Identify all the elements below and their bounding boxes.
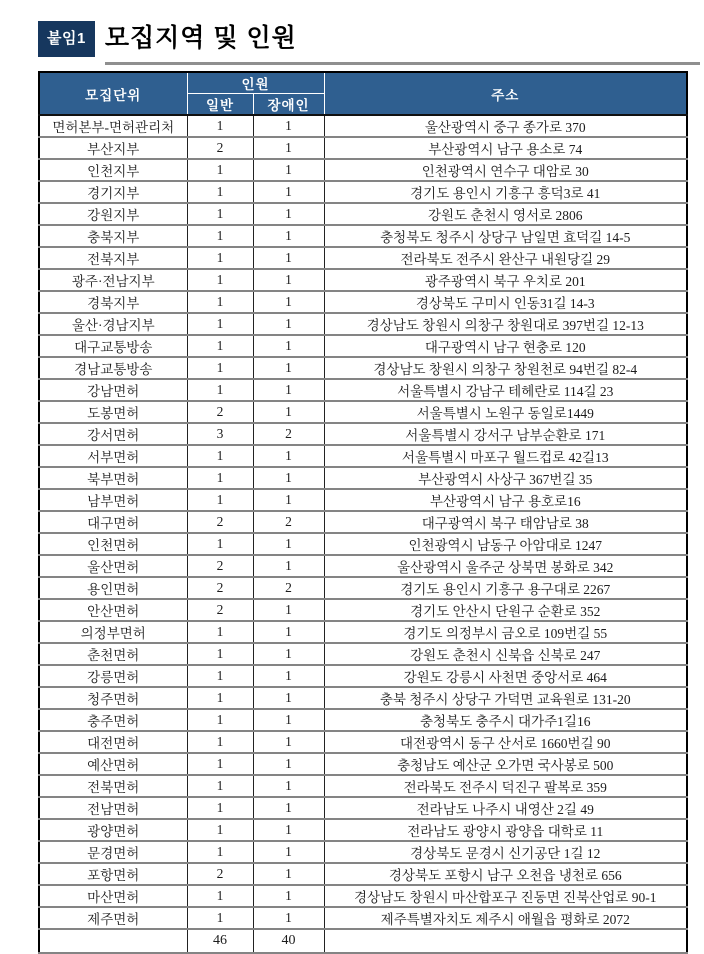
address-cell: 광주광역시 북구 우치로 201 [324, 269, 687, 291]
general-count-cell: 1 [187, 269, 253, 291]
disabled-count-cell: 1 [253, 841, 324, 863]
disabled-count-cell: 1 [253, 357, 324, 379]
unit-cell: 포항면허 [39, 863, 187, 885]
address-cell: 울산광역시 중구 종가로 370 [324, 115, 687, 137]
unit-cell: 울산·경남지부 [39, 313, 187, 335]
table-row [39, 247, 687, 269]
disabled-count-cell: 2 [253, 423, 324, 445]
general-count-cell: 1 [187, 665, 253, 687]
general-count-cell: 1 [187, 885, 253, 907]
general-count-cell: 1 [187, 907, 253, 929]
total-unit-cell [39, 929, 187, 953]
address-cell: 강원도 춘천시 영서로 2806 [324, 203, 687, 225]
unit-cell: 마산면허 [39, 885, 187, 907]
unit-cell: 충주면허 [39, 709, 187, 731]
disabled-count-cell: 1 [253, 555, 324, 577]
general-count-cell: 1 [187, 357, 253, 379]
address-cell: 서울특별시 강서구 남부순환로 171 [324, 423, 687, 445]
table-footer [39, 929, 687, 953]
unit-cell: 용인면허 [39, 577, 187, 599]
general-count-cell: 2 [187, 577, 253, 599]
general-count-cell: 1 [187, 731, 253, 753]
unit-cell: 충북지부 [39, 225, 187, 247]
disabled-count-cell: 1 [253, 599, 324, 621]
table-row [39, 137, 687, 159]
general-count-cell: 1 [187, 533, 253, 555]
address-cell: 대구광역시 북구 태암남로 38 [324, 511, 687, 533]
general-count-cell: 2 [187, 599, 253, 621]
general-count-cell: 1 [187, 775, 253, 797]
table-row [39, 511, 687, 533]
address-cell: 경기도 의정부시 금오로 109번길 55 [324, 621, 687, 643]
unit-cell: 대전면허 [39, 731, 187, 753]
table-row [39, 621, 687, 643]
table-row [39, 357, 687, 379]
unit-cell: 강원지부 [39, 203, 187, 225]
table-row [39, 379, 687, 401]
unit-cell: 춘천면허 [39, 643, 187, 665]
unit-cell: 인천지부 [39, 159, 187, 181]
disabled-count-cell: 1 [253, 819, 324, 841]
address-cell: 전라북도 전주시 완산구 내원당길 29 [324, 247, 687, 269]
general-count-cell: 1 [187, 335, 253, 357]
general-count-cell: 2 [187, 401, 253, 423]
general-count-cell: 3 [187, 423, 253, 445]
address-cell: 전라북도 전주시 덕진구 팔복로 359 [324, 775, 687, 797]
col-header-address: 주소 [324, 72, 687, 115]
table-row [39, 489, 687, 511]
disabled-count-cell: 1 [253, 291, 324, 313]
general-count-cell: 1 [187, 291, 253, 313]
general-count-cell: 1 [187, 115, 253, 137]
table-row [39, 225, 687, 247]
table-row [39, 643, 687, 665]
total-general-cell: 46 [187, 929, 253, 953]
general-count-cell: 1 [187, 819, 253, 841]
disabled-count-cell: 1 [253, 797, 324, 819]
table-row [39, 775, 687, 797]
address-cell: 경상북도 문경시 신기공단 1길 12 [324, 841, 687, 863]
table-row [39, 445, 687, 467]
unit-cell: 서부면허 [39, 445, 187, 467]
address-cell: 전라남도 나주시 내영산 2길 49 [324, 797, 687, 819]
unit-cell: 울산면허 [39, 555, 187, 577]
unit-cell: 의정부면허 [39, 621, 187, 643]
disabled-count-cell: 1 [253, 137, 324, 159]
address-cell: 경상북도 구미시 인동31길 14-3 [324, 291, 687, 313]
table-row [39, 797, 687, 819]
address-cell: 충청북도 청주시 상당구 남일면 효덕길 14-5 [324, 225, 687, 247]
address-cell: 인천광역시 남동구 아암대로 1247 [324, 533, 687, 555]
table-body [39, 115, 687, 929]
address-cell: 울산광역시 울주군 상북면 봉화로 342 [324, 555, 687, 577]
general-count-cell: 2 [187, 511, 253, 533]
table-row [39, 577, 687, 599]
table-row [39, 885, 687, 907]
general-count-cell: 1 [187, 797, 253, 819]
general-count-cell: 1 [187, 247, 253, 269]
address-cell: 충청남도 예산군 오가면 국사봉로 500 [324, 753, 687, 775]
address-cell: 경기도 안산시 단원구 순환로 352 [324, 599, 687, 621]
unit-cell: 경북지부 [39, 291, 187, 313]
address-cell: 강원도 강릉시 사천면 중앙서로 464 [324, 665, 687, 687]
table-row [39, 181, 687, 203]
address-cell: 경기도 용인시 기흥구 용구대로 2267 [324, 577, 687, 599]
unit-cell: 부산지부 [39, 137, 187, 159]
disabled-count-cell: 1 [253, 181, 324, 203]
disabled-count-cell: 1 [253, 731, 324, 753]
table-row [39, 665, 687, 687]
table-row [39, 907, 687, 929]
general-count-cell: 1 [187, 203, 253, 225]
disabled-count-cell: 1 [253, 709, 324, 731]
table-row [39, 423, 687, 445]
unit-cell: 전북지부 [39, 247, 187, 269]
disabled-count-cell: 1 [253, 401, 324, 423]
address-cell: 서울특별시 마포구 월드컵로 42길13 [324, 445, 687, 467]
general-count-cell: 1 [187, 489, 253, 511]
unit-cell: 강서면허 [39, 423, 187, 445]
address-cell: 대전광역시 동구 산서로 1660번길 90 [324, 731, 687, 753]
general-count-cell: 1 [187, 313, 253, 335]
unit-cell: 경남교통방송 [39, 357, 187, 379]
total-address-cell [324, 929, 687, 953]
header-row-1 [39, 72, 687, 94]
table-row [39, 753, 687, 775]
general-count-cell: 1 [187, 841, 253, 863]
unit-cell: 면허본부-면허관리처 [39, 115, 187, 137]
address-cell: 제주특별자치도 제주시 애월읍 평화로 2072 [324, 907, 687, 929]
disabled-count-cell: 1 [253, 621, 324, 643]
address-cell: 부산광역시 사상구 367번길 35 [324, 467, 687, 489]
table-row [39, 731, 687, 753]
table-row [39, 291, 687, 313]
table-header [39, 72, 687, 115]
general-count-cell: 1 [187, 687, 253, 709]
unit-cell: 광양면허 [39, 819, 187, 841]
title-underline [105, 62, 700, 65]
address-cell: 서울특별시 노원구 동일로1449 [324, 401, 687, 423]
document-header [38, 21, 700, 65]
table-row [39, 709, 687, 731]
disabled-count-cell: 1 [253, 159, 324, 181]
unit-cell: 남부면허 [39, 489, 187, 511]
general-count-cell: 2 [187, 555, 253, 577]
unit-cell: 예산면허 [39, 753, 187, 775]
disabled-count-cell: 1 [253, 247, 324, 269]
unit-cell: 안산면허 [39, 599, 187, 621]
disabled-count-cell: 1 [253, 467, 324, 489]
unit-cell: 대구교통방송 [39, 335, 187, 357]
address-cell: 강원도 춘천시 신북읍 신북로 247 [324, 643, 687, 665]
table-row [39, 555, 687, 577]
disabled-count-cell: 1 [253, 115, 324, 137]
attachment-badge: 붙임1 [38, 21, 95, 57]
address-cell: 전라남도 광양시 광양읍 대학로 11 [324, 819, 687, 841]
table-row [39, 841, 687, 863]
disabled-count-cell: 1 [253, 533, 324, 555]
general-count-cell: 1 [187, 445, 253, 467]
table-row [39, 203, 687, 225]
table-row [39, 269, 687, 291]
general-count-cell: 1 [187, 753, 253, 775]
address-cell: 경상북도 포항시 남구 오천읍 냉천로 656 [324, 863, 687, 885]
table-row [39, 159, 687, 181]
disabled-count-cell: 1 [253, 775, 324, 797]
address-cell: 경상남도 창원시 의창구 창원대로 397번길 12-13 [324, 313, 687, 335]
table-row [39, 467, 687, 489]
address-cell: 충북 청주시 상당구 가덕면 교육원로 131-20 [324, 687, 687, 709]
general-count-cell: 1 [187, 159, 253, 181]
table-row [39, 599, 687, 621]
disabled-count-cell: 1 [253, 379, 324, 401]
page-title: 모집지역 및 인원 [104, 24, 297, 52]
disabled-count-cell: 1 [253, 665, 324, 687]
general-count-cell: 1 [187, 181, 253, 203]
address-cell: 경상남도 창원시 의창구 창원천로 94번길 82-4 [324, 357, 687, 379]
col-header-personnel: 인원 [187, 72, 324, 94]
disabled-count-cell: 1 [253, 445, 324, 467]
col-header-unit: 모집단위 [39, 72, 187, 115]
general-count-cell: 2 [187, 863, 253, 885]
disabled-count-cell: 1 [253, 643, 324, 665]
unit-cell: 광주·전남지부 [39, 269, 187, 291]
address-cell: 부산광역시 남구 용소로 74 [324, 137, 687, 159]
unit-cell: 문경면허 [39, 841, 187, 863]
disabled-count-cell: 2 [253, 511, 324, 533]
disabled-count-cell: 1 [253, 885, 324, 907]
unit-cell: 대구면허 [39, 511, 187, 533]
unit-cell: 강남면허 [39, 379, 187, 401]
disabled-count-cell: 1 [253, 863, 324, 885]
disabled-count-cell: 1 [253, 753, 324, 775]
unit-cell: 전북면허 [39, 775, 187, 797]
address-cell: 인천광역시 연수구 대암로 30 [324, 159, 687, 181]
unit-cell: 제주면허 [39, 907, 187, 929]
disabled-count-cell: 1 [253, 225, 324, 247]
table-row [39, 115, 687, 137]
unit-cell: 청주면허 [39, 687, 187, 709]
disabled-count-cell: 1 [253, 489, 324, 511]
col-header-general: 일반 [187, 94, 253, 116]
disabled-count-cell: 1 [253, 269, 324, 291]
unit-cell: 전남면허 [39, 797, 187, 819]
unit-cell: 도봉면허 [39, 401, 187, 423]
recruit-table [38, 71, 688, 954]
table-row [39, 401, 687, 423]
col-header-disabled: 장애인 [253, 94, 324, 116]
table-row [39, 687, 687, 709]
total-disabled-cell: 40 [253, 929, 324, 953]
address-cell: 충청북도 충주시 대가주1길16 [324, 709, 687, 731]
disabled-count-cell: 1 [253, 335, 324, 357]
general-count-cell: 1 [187, 225, 253, 247]
disabled-count-cell: 1 [253, 687, 324, 709]
disabled-count-cell: 1 [253, 313, 324, 335]
general-count-cell: 1 [187, 643, 253, 665]
general-count-cell: 2 [187, 137, 253, 159]
unit-cell: 북부면허 [39, 467, 187, 489]
address-cell: 서울특별시 강남구 테헤란로 114길 23 [324, 379, 687, 401]
unit-cell: 경기지부 [39, 181, 187, 203]
unit-cell: 인천면허 [39, 533, 187, 555]
unit-cell: 강릉면허 [39, 665, 187, 687]
table-row [39, 533, 687, 555]
general-count-cell: 1 [187, 709, 253, 731]
address-cell: 부산광역시 남구 용호로16 [324, 489, 687, 511]
total-row [39, 929, 687, 953]
table-row [39, 313, 687, 335]
title-wrap [105, 21, 700, 65]
general-count-cell: 1 [187, 621, 253, 643]
disabled-count-cell: 1 [253, 203, 324, 225]
disabled-count-cell: 1 [253, 907, 324, 929]
table-row [39, 819, 687, 841]
general-count-cell: 1 [187, 379, 253, 401]
address-cell: 경상남도 창원시 마산합포구 진동면 진북산업로 90-1 [324, 885, 687, 907]
table-row [39, 335, 687, 357]
address-cell: 경기도 용인시 기흥구 흥덕3로 41 [324, 181, 687, 203]
address-cell: 대구광역시 남구 현충로 120 [324, 335, 687, 357]
disabled-count-cell: 2 [253, 577, 324, 599]
table-row [39, 863, 687, 885]
general-count-cell: 1 [187, 467, 253, 489]
